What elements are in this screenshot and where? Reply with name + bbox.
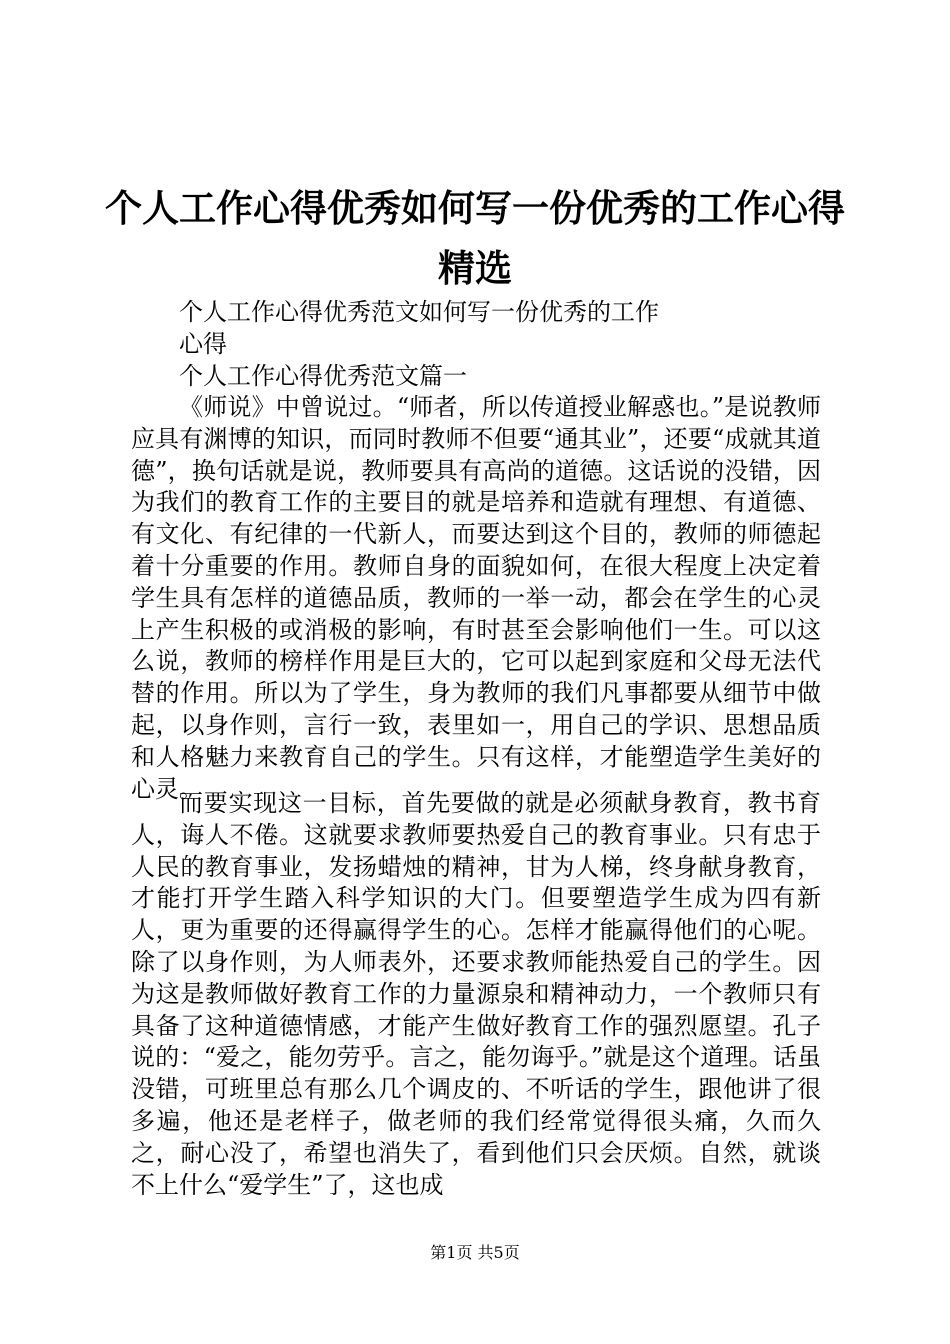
document-subtitle-line-1: 个人工作心得优秀范文如何写一份优秀的工作 (179, 298, 659, 326)
paragraph-1: 《师说》中曾说过。“师者，所以传道授业解惑也。”是说教师应具有渊博的知识，而同时教师不但要“通其业”，还要“成就其道德”，换句话就是说，教师要具有高尚的道德。这话说的没错，因为我们的教育工作的主要目的就是培养和造就有理想、有道德、有文化、有纪律的一代新人，而要达到这个目的，教师的师德起着十分重要的作用。教师自身的面貌如何，在很大程度上决定着学生具有怎样的道德品质，教师的一举一动，都会在学生的心灵上产生积极的或消极的影响，有时甚至会影响他们一生。可以这么说，教师的榜样作用是巨大的，它可以起到家庭和父母无法代替的作用。所以为了学生，身为教师的我们凡事都要从细节中做起，以身作则，言行一致，表里如一，用自己的学识、思想品质和人格魅力来教育自己的学生。只有这样，才能塑造学生美好的心灵。 (131, 393, 821, 803)
document-title-line-2: 精选 (438, 247, 512, 290)
document-subtitle-line-2: 心得 (179, 330, 227, 358)
page-footer: 第1页 共5页 (430, 1243, 520, 1262)
document-title-line-1: 个人工作心得优秀如何写一份优秀的工作心得 (105, 187, 845, 230)
paragraph-2: 而要实现这一目标，首先要做的就是必须献身教育，教书育人，诲人不倦。这就要求教师要热爱自己的教育事业。只有忠于人民的教育事业，发扬蜡烛的精神，甘为人梯，终身献身教育，才能打开学生踏入科学知识的大门。但要塑造学生成为四有新人，更为重要的还得赢得学生的心。怎样才能赢得他们的心呢。除了以身作则，为人师表外，还要求教师能热爱自己的学生。因为这是教师做好教育工作的力量源泉和精神动力，一个教师只有具备了这种道德情感，才能产生做好教育工作的强烈愿望。孔子说的：“爱之，能勿劳乎。言之，能勿诲乎。”就是这个道理。话虽没错，可班里总有那么几个调皮的、不听话的学生，跟他讲了很多遍，他还是老样子，做老师的我们经常觉得很头痛，久而久之，耐心没了，希望也消失了，看到他们只会厌烦。自然，就谈不上什么“爱学生”了，这也成 (131, 789, 821, 1199)
section-heading: 个人工作心得优秀范文篇一 (179, 362, 467, 390)
